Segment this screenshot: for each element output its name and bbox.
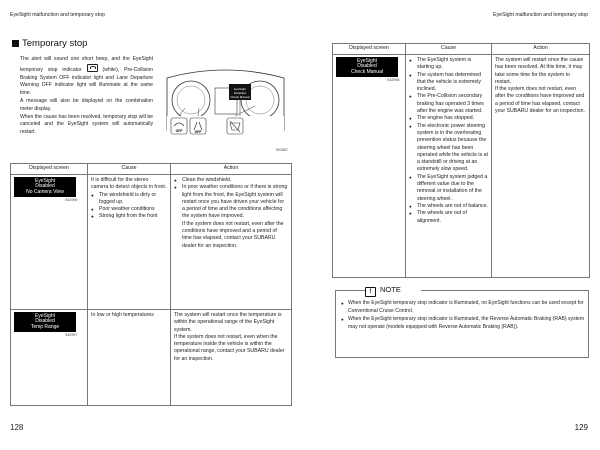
action-list [174, 177, 288, 221]
display-screen [14, 312, 76, 332]
paragraph-2: A message will also be displayed on the combination meter display. [20, 97, 153, 112]
display-line: Disabled [357, 63, 377, 70]
list-item: ● The Pre-Collision secondary braking has operated 3 times after the engine was started. [409, 93, 488, 115]
header-cause: Cause [88, 164, 171, 175]
note-alert-icon: ! [365, 287, 376, 297]
display-screen [14, 177, 76, 197]
screen-line-3: Check Manual [230, 95, 250, 99]
list-item: ● The wheels are out of balance. [409, 203, 488, 210]
cause-list [91, 192, 167, 221]
table-header-row [11, 164, 292, 175]
displayed-screen-cell [11, 310, 88, 406]
list-item: ● The EyeSight system is starting up. [409, 57, 488, 72]
header-cause: Cause [406, 44, 492, 55]
action-cell [171, 310, 292, 406]
list-item: ● The electronic power steering system is in the overheating prevention status because the steering wheel has been operated while the vehicle is at a standstill or driving at an extremely slow speed. [409, 123, 488, 174]
action-followup: If the system does not restart, even after the conditions have improved and a period of time has elapsed, contact your SUBARU dealer for an inspection. [182, 220, 284, 249]
display-line: EyeSight [356, 57, 377, 64]
header-action: Action [492, 44, 590, 55]
ldw-off-label: OFF [194, 129, 202, 134]
action-cell [171, 175, 292, 310]
right-troubleshooting-table [332, 43, 590, 278]
display-line: EyeSight [34, 312, 55, 319]
note-heading [365, 285, 421, 295]
displayed-screen-cell [333, 55, 406, 278]
screen-line-2: Disabled [234, 91, 246, 95]
screen-line-1: EyeSight [233, 87, 247, 91]
list-item: ● The wheels are out of alignment. [409, 210, 488, 225]
table-row [11, 175, 292, 310]
list-item: ● The system has determined that the vehicle is extremely inclined. [409, 72, 488, 94]
cause-list [409, 57, 488, 225]
display-code: S42998 [387, 78, 400, 82]
list-item: ● The windshield is dirty or fogged up. [91, 192, 167, 207]
note-list [341, 300, 585, 332]
table-row [333, 55, 590, 278]
table-row [11, 310, 292, 406]
running-header: EyeSight malfunction and temporary stop [10, 12, 105, 18]
paragraph-3: When the cause has been resolved, temporary stop will be canceled and the EyeSight system will automatically restart. [20, 113, 153, 136]
action-followup: If the system does not restart, even when the temperature inside the vehicle is within the operational range, contact your SUBARU dealer for an inspection. [174, 333, 285, 362]
pcb-off-label: OFF [175, 129, 183, 133]
list-item: ● Clean the windshield. [174, 177, 288, 184]
list-item: ● The EyeSight system judged a different value due to the removal or installation of the steering wheel. [409, 174, 488, 203]
cause-cell [88, 310, 171, 406]
display-line: Temp Range [30, 323, 60, 330]
figure-code: S03587 [275, 148, 288, 152]
action-text: The system will restart once the cause has been resolved. At this time, it may take some time for the system to restart. [495, 57, 584, 85]
header-displayed-screen: Displayed screen [333, 44, 406, 55]
header-displayed-screen: Displayed screen [11, 164, 88, 175]
display-code: S42997 [65, 333, 78, 337]
paragraph-1-start: The alert will sound one short beep, and the EyeSight temporary stop indicator [20, 56, 153, 73]
display-line: Disabled [35, 183, 55, 190]
section-heading [12, 38, 87, 49]
body-text [20, 56, 153, 137]
section-title: Temporary stop [22, 38, 88, 49]
display-screen [336, 57, 398, 77]
display-line: Check Manual [351, 68, 383, 75]
page-number: 128 [10, 423, 24, 432]
table-header-row [333, 44, 590, 55]
cause-intro: It is difficult for the stereo camera to detect objects in front. [91, 177, 167, 191]
list-item: ● When the EyeSight temporary stop indicator is illuminated, the Reverse Automatic Braking (RAB) system may not operate (models equipped with Reverse Automatic Braking (RAB)). [341, 316, 585, 331]
display-code: S42996 [65, 198, 78, 202]
action-cell [492, 55, 590, 278]
displayed-screen-cell [11, 175, 88, 310]
action-text: The system will restart once the temperature is within the operational range of the EyeSight system. [174, 312, 282, 333]
display-line: EyeSight [34, 177, 55, 184]
cause-cell [406, 55, 492, 278]
page-number: 129 [574, 423, 588, 432]
temporary-stop-indicator-icon [87, 64, 98, 72]
list-item: ● Poor weather conditions [91, 206, 167, 213]
header-action: Action [171, 164, 292, 175]
list-item: ● Strong light from the front [91, 213, 167, 220]
action-followup: If the system does not restart, even after the conditions have improved and a period of time has elapsed, contact your SUBARU dealer for an inspection. [495, 86, 585, 115]
combination-meter-illustration [163, 60, 288, 148]
heading-square-icon [12, 40, 19, 47]
paragraph-1 [20, 56, 153, 98]
cause-text: In low or high temperatures [91, 312, 154, 318]
list-item: ● In poor weather conditions or if there is strong light from the front, the EyeSight system will restart once you have driven your vehicle for a period of time and the conditions affecting the system have improved. [174, 184, 288, 220]
display-line: Disabled [35, 318, 55, 325]
list-item: ● When the EyeSight temporary stop indicator is illuminated, no EyeSight functions can be used except for Conventional Cruise Control. [341, 300, 585, 315]
display-line: No Camera View [26, 188, 64, 195]
paragraph-1-end: (white), Pre-Collision Braking System OFF indicator light and Lane Departure Warning OFF indicator light will illuminate at the same time. [20, 66, 153, 97]
running-header: EyeSight malfunction and temporary stop [493, 12, 588, 18]
list-item: ● The engine has stopped. [409, 115, 488, 122]
note-title: NOTE [380, 285, 401, 294]
cause-cell [88, 175, 171, 310]
left-troubleshooting-table [10, 163, 292, 406]
